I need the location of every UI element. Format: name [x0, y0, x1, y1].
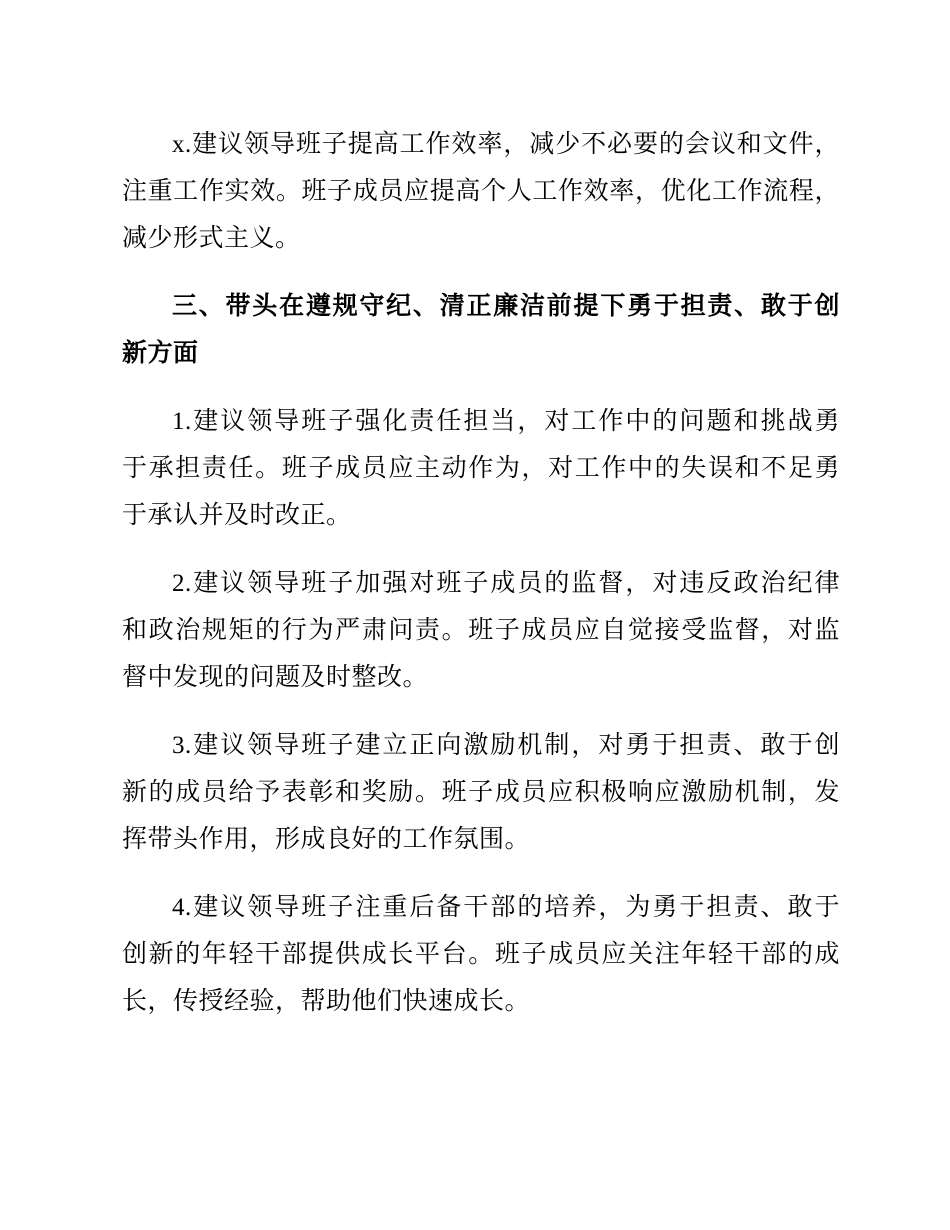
body-paragraph-x: [122, 121, 840, 262]
text-line: 4.建议领导班子注重后备干部的培养，为勇于担责、敢于: [172, 894, 840, 921]
text-line: 和政治规矩的行为严肃问责。班子成员应自觉接受监督，对监: [122, 617, 840, 644]
body-paragraph-2: [122, 560, 840, 701]
text-line: x.建议领导班子提高工作效率，减少不必要的会议和文件，: [172, 131, 840, 158]
text-line: 挥带头作用，形成良好的工作氛围。: [122, 826, 531, 853]
text-line: 新的成员给予表彰和奖励。班子成员应积极响应激励机制，发: [122, 779, 840, 806]
text-line: 三、带头在遵规守纪、清正廉洁前提下勇于担责、敢于创: [172, 292, 840, 320]
text-line: 注重工作实效。班子成员应提高个人工作效率，优化工作流程，: [122, 178, 840, 205]
text-line: 减少形式主义。: [122, 225, 301, 252]
text-line: 2.建议领导班子加强对班子成员的监督，对违反政治纪律: [172, 570, 840, 597]
body-paragraph-3: [122, 722, 840, 863]
body-paragraph-1: [122, 398, 840, 539]
text-line: 1.建议领导班子强化责任担当，对工作中的问题和挑战勇: [172, 408, 840, 435]
text-line: 督中发现的问题及时整改。: [122, 664, 429, 691]
text-line: 长，传授经验，帮助他们快速成长。: [122, 988, 531, 1015]
text-line: 于承认并及时改正。: [122, 502, 352, 529]
text-line: 新方面: [122, 339, 199, 367]
section-heading-3: [122, 283, 840, 377]
body-paragraph-4: [122, 884, 840, 1025]
text-line: 创新的年轻干部提供成长平台。班子成员应关注年轻干部的成: [122, 941, 840, 968]
text-line: 于承担责任。班子成员应主动作为，对工作中的失误和不足勇: [122, 455, 840, 482]
text-line: 3.建议领导班子建立正向激励机制，对勇于担责、敢于创: [172, 732, 840, 759]
